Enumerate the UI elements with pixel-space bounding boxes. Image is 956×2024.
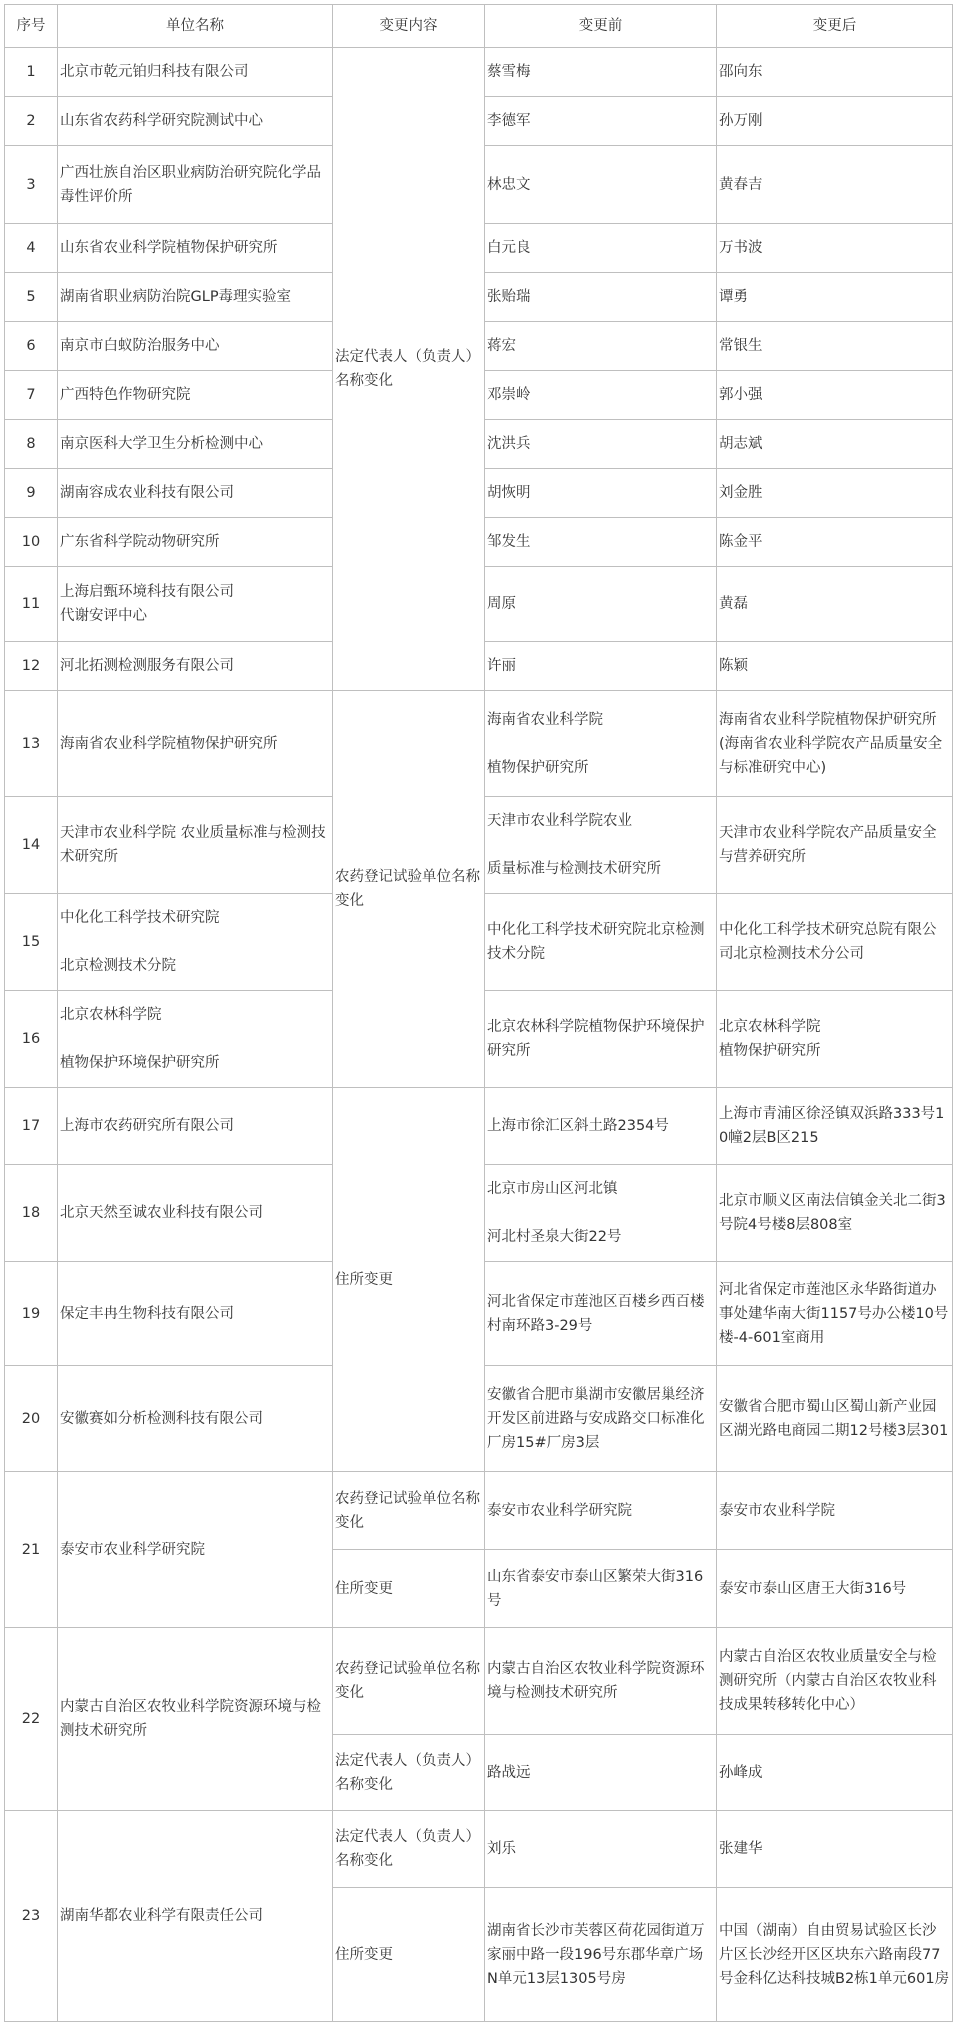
before-value: 北京农林科学院植物保护环境保护研究所	[485, 991, 717, 1088]
before-value: 蒋宏	[485, 322, 717, 371]
header-unit: 单位名称	[58, 5, 333, 48]
table-row	[5, 1628, 953, 1735]
before-value: 上海市徐汇区斜土路2354号	[485, 1088, 717, 1165]
row-no: 23	[5, 1811, 58, 2022]
after-value: 内蒙古自治区农牧业质量安全与检测研究所（内蒙古自治区农牧业科技成果转移转化中心）	[717, 1628, 953, 1735]
change-type: 住所变更	[333, 1550, 485, 1628]
unit-name: 中化化工科学技术研究院 北京检测技术分院	[58, 894, 333, 991]
before-value: 胡恢明	[485, 469, 717, 518]
table-row	[5, 691, 953, 797]
unit-name: 北京市乾元铂归科技有限公司	[58, 48, 333, 97]
change-type: 农药登记试验单位名称变化	[333, 691, 485, 1088]
unit-name: 山东省农业科学院植物保护研究所	[58, 224, 333, 273]
unit-name: 内蒙古自治区农牧业科学院资源环境与检测技术研究所	[58, 1628, 333, 1811]
row-no: 4	[5, 224, 58, 273]
row-no: 6	[5, 322, 58, 371]
after-value: 天津市农业科学院农产品质量安全与营养研究所	[717, 797, 953, 894]
after-value: 中国（湖南）自由贸易试验区长沙片区长沙经开区区块东六路南段77号金科亿达科技城B2栋1单元601房	[717, 1888, 953, 2022]
change-type: 农药登记试验单位名称变化	[333, 1472, 485, 1550]
unit-name: 湖南省职业病防治院GLP毒理实验室	[58, 273, 333, 322]
before-value: 泰安市农业科学研究院	[485, 1472, 717, 1550]
after-value: 安徽省合肥市蜀山区蜀山新产业园区湖光路电商园二期12号楼3层301	[717, 1366, 953, 1472]
row-no: 22	[5, 1628, 58, 1811]
after-value: 胡志斌	[717, 420, 953, 469]
before-value: 海南省农业科学院 植物保护研究所	[485, 691, 717, 797]
unit-name: 河北拓测检测服务有限公司	[58, 642, 333, 691]
change-type: 法定代表人（负责人）名称变化	[333, 1811, 485, 1888]
before-value: 湖南省长沙市芙蓉区荷花园街道万家丽中路一段196号东郡华章广场N单元13层1305号房	[485, 1888, 717, 2022]
row-no: 21	[5, 1472, 58, 1628]
after-value: 常银生	[717, 322, 953, 371]
before-value: 刘乐	[485, 1811, 717, 1888]
before-value: 安徽省合肥市巢湖市安徽居巢经济开发区前进路与安成路交口标准化厂房15#厂房3层	[485, 1366, 717, 1472]
unit-name: 天津市农业科学院 农业质量标准与检测技术研究所	[58, 797, 333, 894]
after-value: 刘金胜	[717, 469, 953, 518]
row-no: 7	[5, 371, 58, 420]
after-value: 上海市青浦区徐泾镇双浜路333号10幢2层B区215	[717, 1088, 953, 1165]
unit-name: 广东省科学院动物研究所	[58, 518, 333, 567]
after-value: 张建华	[717, 1811, 953, 1888]
unit-name: 北京农林科学院 植物保护环境保护研究所	[58, 991, 333, 1088]
before-value: 北京市房山区河北镇 河北村圣泉大街22号	[485, 1165, 717, 1262]
after-value: 孙万刚	[717, 97, 953, 146]
header-before: 变更前	[485, 5, 717, 48]
after-value: 泰安市农业科学院	[717, 1472, 953, 1550]
after-value: 陈金平	[717, 518, 953, 567]
row-no: 19	[5, 1262, 58, 1366]
row-no: 10	[5, 518, 58, 567]
unit-name: 安徽赛如分析检测科技有限公司	[58, 1366, 333, 1472]
unit-name: 泰安市农业科学研究院	[58, 1472, 333, 1628]
before-value: 白元良	[485, 224, 717, 273]
after-value: 河北省保定市莲池区永华路街道办事处建华南大街1157号办公楼10号楼-4-601室商用	[717, 1262, 953, 1366]
after-value: 孙峰成	[717, 1735, 953, 1811]
before-value: 山东省泰安市泰山区繁荣大街316号	[485, 1550, 717, 1628]
change-table	[4, 4, 953, 2022]
after-value: 泰安市泰山区唐王大街316号	[717, 1550, 953, 1628]
row-no: 18	[5, 1165, 58, 1262]
row-no: 14	[5, 797, 58, 894]
after-value: 黄磊	[717, 567, 953, 642]
after-value: 谭勇	[717, 273, 953, 322]
before-value: 张贻瑞	[485, 273, 717, 322]
after-value: 郭小强	[717, 371, 953, 420]
row-no: 3	[5, 146, 58, 224]
table-row	[5, 1472, 953, 1550]
table-row	[5, 1811, 953, 1888]
before-value: 邹发生	[485, 518, 717, 567]
unit-name: 上海启甄环境科技有限公司 代谢安评中心	[58, 567, 333, 642]
table-row	[5, 48, 953, 97]
row-no: 2	[5, 97, 58, 146]
header-row	[5, 5, 953, 48]
before-value: 河北省保定市莲池区百楼乡西百楼村南环路3-29号	[485, 1262, 717, 1366]
before-value: 中化化工科学技术研究院北京检测技术分院	[485, 894, 717, 991]
before-value: 内蒙古自治区农牧业科学院资源环境与检测技术研究所	[485, 1628, 717, 1735]
row-no: 11	[5, 567, 58, 642]
change-type: 法定代表人（负责人）名称变化	[333, 1735, 485, 1811]
unit-name: 南京医科大学卫生分析检测中心	[58, 420, 333, 469]
row-no: 16	[5, 991, 58, 1088]
after-value: 黄春吉	[717, 146, 953, 224]
unit-name: 保定丰冉生物科技有限公司	[58, 1262, 333, 1366]
after-value: 北京市顺义区南法信镇金关北二街3号院4号楼8层808室	[717, 1165, 953, 1262]
before-value: 邓崇岭	[485, 371, 717, 420]
after-value: 海南省农业科学院植物保护研究所(海南省农业科学院农产品质量安全与标准研究中心)	[717, 691, 953, 797]
unit-name: 湖南华都农业科学有限责任公司	[58, 1811, 333, 2022]
unit-name: 广西特色作物研究院	[58, 371, 333, 420]
before-value: 许丽	[485, 642, 717, 691]
unit-name: 湖南容成农业科技有限公司	[58, 469, 333, 518]
row-no: 5	[5, 273, 58, 322]
before-value: 天津市农业科学院农业 质量标准与检测技术研究所	[485, 797, 717, 894]
before-value: 沈洪兵	[485, 420, 717, 469]
after-value: 陈颖	[717, 642, 953, 691]
change-type: 法定代表人（负责人）名称变化	[333, 48, 485, 691]
row-no: 9	[5, 469, 58, 518]
after-value: 万书波	[717, 224, 953, 273]
unit-name: 山东省农药科学研究院测试中心	[58, 97, 333, 146]
row-no: 13	[5, 691, 58, 797]
header-no: 序号	[5, 5, 58, 48]
row-no: 15	[5, 894, 58, 991]
before-value: 李德军	[485, 97, 717, 146]
row-no: 17	[5, 1088, 58, 1165]
before-value: 林忠文	[485, 146, 717, 224]
after-value: 邵向东	[717, 48, 953, 97]
row-no: 12	[5, 642, 58, 691]
unit-name: 广西壮族自治区职业病防治研究院化学品毒性评价所	[58, 146, 333, 224]
change-type: 住所变更	[333, 1088, 485, 1472]
before-value: 路战远	[485, 1735, 717, 1811]
before-value: 蔡雪梅	[485, 48, 717, 97]
row-no: 1	[5, 48, 58, 97]
row-no: 8	[5, 420, 58, 469]
before-value: 周原	[485, 567, 717, 642]
row-no: 20	[5, 1366, 58, 1472]
change-type: 农药登记试验单位名称变化	[333, 1628, 485, 1735]
change-type: 住所变更	[333, 1888, 485, 2022]
unit-name: 北京天然至诚农业科技有限公司	[58, 1165, 333, 1262]
unit-name: 海南省农业科学院植物保护研究所	[58, 691, 333, 797]
unit-name: 南京市白蚁防治服务中心	[58, 322, 333, 371]
after-value: 中化化工科学技术研究总院有限公司北京检测技术分公司	[717, 894, 953, 991]
header-after: 变更后	[717, 5, 953, 48]
header-change: 变更内容	[333, 5, 485, 48]
after-value: 北京农林科学院 植物保护研究所	[717, 991, 953, 1088]
table-row	[5, 1088, 953, 1165]
unit-name: 上海市农药研究所有限公司	[58, 1088, 333, 1165]
